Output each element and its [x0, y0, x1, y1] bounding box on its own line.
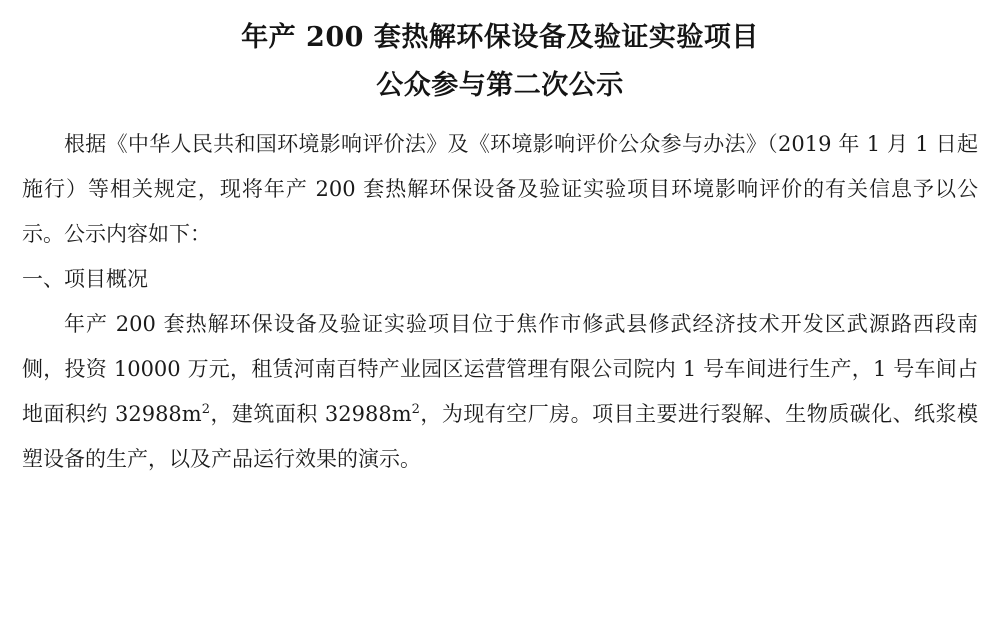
section-1-text-a: 年产 200 套热解环保设备及验证实验项目位于焦作市修武县修武经济技术开发区武源路西段南侧，投资 10000 万元，租赁河南百特产业园区运营管理有限公司院内 1 号车间进行生产，1 号车间占地面积约 32988m	[22, 312, 978, 426]
title-line-1: 年产 200 套热解环保设备及验证实验项目	[241, 22, 759, 53]
area-superscript-2: 2	[411, 402, 420, 417]
page-title	[22, 16, 978, 108]
title-line-2: 公众参与第二次公示	[376, 70, 624, 101]
section-1-text-b: ，建筑面积 32988m	[210, 402, 412, 426]
section-1-text-c: ，为现有空厂房。项目主要进行裂解、生物质碳化、纸浆模塑设备的生产，以及产品运行效果的演示。	[22, 402, 978, 471]
section-1-heading: 一、项目概况	[22, 267, 148, 291]
section-1-paragraph	[22, 302, 978, 482]
intro-paragraph: 根据《中华人民共和国环境影响评价法》及《环境影响评价公众参与办法》（2019 年 1 月 1 日起施行）等相关规定，现将年产 200 套热解环保设备及验证实验项目环境影响评价的有关信息予以公示。公示内容如下：	[22, 132, 978, 246]
area-superscript-1: 2	[201, 402, 210, 417]
